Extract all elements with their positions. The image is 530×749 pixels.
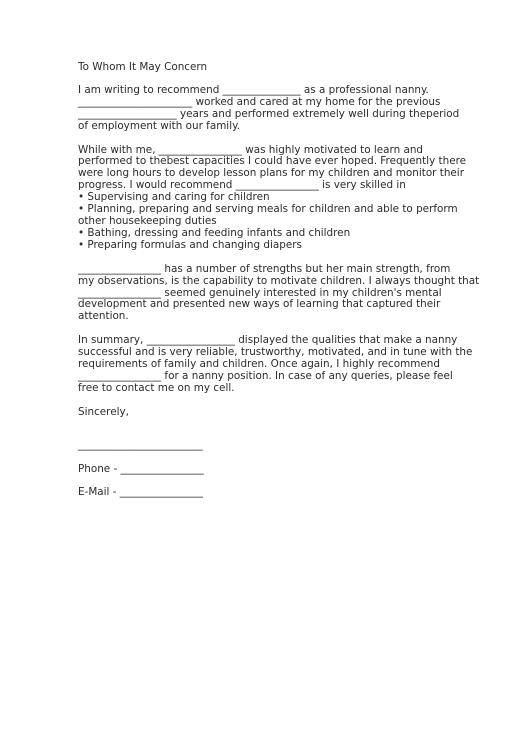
closing: Sincerely, — [78, 405, 129, 418]
text-line: free to contact me on my cell. — [78, 381, 235, 394]
text-line: development and presented new ways of learning that captured their — [78, 298, 441, 311]
text-line: successful and is very reliable, trustworthy, motivated, and in tune with the — [78, 346, 473, 359]
text-line: While with me, ________________ was highly motivated to learn and — [78, 143, 424, 156]
bullet-item-continuation: other housekeeping duties — [78, 214, 217, 227]
phone-line: Phone - ________________ — [78, 462, 204, 475]
skills-bullet-list — [78, 192, 478, 252]
text-line: ______________________ worked and cared at my home for the previous — [78, 95, 441, 108]
bullet-item: • Bathing, dressing and feeding infants and children — [78, 226, 351, 239]
email-line: E-Mail - ________________ — [78, 486, 203, 499]
text-line: In summary, _________________ displayed the qualities that make a nanny — [78, 334, 458, 347]
signature-line: ________________________ — [78, 438, 203, 451]
text-line: ________________ for a nanny position. In case of any queries, please feel — [78, 369, 453, 382]
text-line: of employment with our family. — [78, 119, 241, 132]
text-line: ________________ has a number of strengths but her main strength, from — [78, 262, 451, 275]
text-line: were long hours to develop lesson plans for my children and monitor their — [78, 167, 464, 180]
text-line: progress. I would recommend ________________ is very skilled in — [78, 179, 406, 192]
paragraph-summary — [78, 335, 478, 395]
bullet-item: • Preparing formulas and changing diapers — [78, 238, 302, 251]
paragraph-introduction — [78, 85, 478, 133]
text-line: my observations, is the capability to motivate children. I always thought that — [78, 274, 480, 287]
bullet-item: • Supervising and caring for children — [78, 191, 270, 204]
text-line: performed to thebest capacities I could have ever hoped. Frequently there — [78, 155, 467, 168]
paragraph-strengths — [78, 264, 478, 324]
text-line: requirements of family and children. Once again, I highly recommend — [78, 358, 440, 371]
text-line: ___________________ years and performed extremely well during theperiod — [78, 107, 460, 120]
paragraph-skills — [78, 145, 478, 193]
recommendation-letter — [78, 62, 478, 511]
salutation: To Whom It May Concern — [78, 61, 208, 73]
text-line: attention. — [78, 310, 129, 323]
bullet-item: • Planning, preparing and serving meals for children and able to perform — [78, 203, 458, 216]
text-line: I am writing to recommend _______________ as a professional nanny. — [78, 83, 429, 96]
text-line: ________________ seemed genuinely interested in my children's mental — [78, 286, 442, 299]
